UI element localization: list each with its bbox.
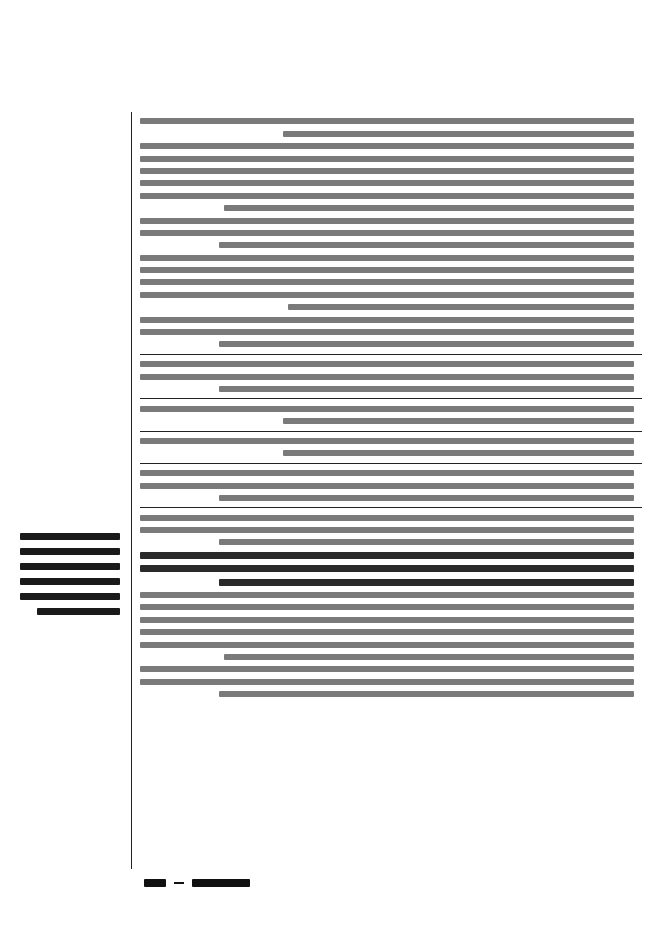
pull-quote-line-placeholder bbox=[20, 578, 120, 585]
section-rule bbox=[140, 463, 642, 464]
text-line-placeholder bbox=[219, 691, 634, 697]
text-line-placeholder bbox=[140, 317, 634, 323]
question-line-placeholder bbox=[140, 552, 634, 559]
text-line-placeholder bbox=[140, 515, 634, 521]
text-line-placeholder bbox=[140, 374, 634, 380]
text-line-placeholder bbox=[140, 193, 634, 199]
text-line-placeholder bbox=[224, 654, 634, 660]
text-line-placeholder bbox=[140, 292, 634, 298]
text-line-placeholder bbox=[140, 438, 634, 444]
paragraph bbox=[140, 406, 634, 424]
question-lines bbox=[140, 552, 634, 586]
text-line-placeholder bbox=[140, 156, 634, 162]
pull-quote-line-placeholder bbox=[20, 548, 120, 555]
main-text-column bbox=[131, 112, 634, 869]
section-rule bbox=[140, 507, 642, 508]
text-line-placeholder bbox=[140, 143, 634, 149]
text-line-placeholder bbox=[140, 527, 634, 533]
text-line-placeholder bbox=[219, 386, 634, 392]
section-rule bbox=[140, 354, 642, 355]
text-line-placeholder bbox=[140, 629, 634, 635]
text-line-placeholder bbox=[140, 118, 634, 124]
pull-quote-line-placeholder bbox=[20, 593, 120, 600]
paragraph bbox=[140, 361, 634, 392]
text-line-placeholder bbox=[140, 483, 634, 489]
text-line-placeholder bbox=[219, 495, 634, 501]
margin-pull-quote bbox=[20, 525, 120, 623]
text-line-placeholder bbox=[288, 304, 634, 310]
text-line-placeholder bbox=[140, 180, 634, 186]
paragraph bbox=[140, 666, 634, 697]
text-line-placeholder bbox=[140, 592, 634, 598]
text-line-placeholder bbox=[140, 361, 634, 367]
pull-quote-line-placeholder bbox=[20, 563, 120, 570]
text-line-placeholder bbox=[283, 131, 634, 137]
pull-quote-line-placeholder bbox=[20, 533, 120, 540]
question-line-placeholder bbox=[140, 565, 634, 572]
text-line-placeholder bbox=[140, 168, 634, 174]
text-line-placeholder bbox=[140, 230, 634, 236]
paragraph bbox=[140, 438, 634, 456]
paragraph bbox=[140, 143, 634, 211]
text-line-placeholder bbox=[140, 279, 634, 285]
paragraph bbox=[140, 592, 634, 660]
text-line-placeholder bbox=[140, 617, 634, 623]
text-line-placeholder bbox=[219, 242, 634, 248]
text-line-placeholder bbox=[140, 329, 634, 335]
text-line-placeholder bbox=[140, 666, 634, 672]
question-line-placeholder bbox=[219, 579, 634, 586]
section-rule bbox=[140, 398, 642, 399]
paragraph bbox=[140, 470, 634, 501]
text-line-placeholder bbox=[140, 679, 634, 685]
pull-quote-line-placeholder bbox=[37, 608, 120, 615]
text-line-placeholder bbox=[140, 218, 634, 224]
paragraph bbox=[140, 118, 634, 136]
paragraph bbox=[140, 218, 634, 249]
paragraph bbox=[140, 515, 634, 546]
text-line-placeholder bbox=[224, 205, 634, 211]
paragraph bbox=[140, 255, 634, 311]
text-line-placeholder bbox=[219, 341, 634, 347]
text-line-placeholder bbox=[140, 470, 634, 476]
page-number-placeholder bbox=[144, 879, 166, 887]
text-line-placeholder bbox=[140, 642, 634, 648]
page-footer bbox=[130, 874, 250, 892]
text-line-placeholder bbox=[140, 255, 634, 261]
text-line-placeholder bbox=[140, 604, 634, 610]
paragraph bbox=[140, 317, 634, 348]
journal-title-placeholder bbox=[192, 879, 250, 887]
footer-dash bbox=[174, 882, 184, 884]
section-rule bbox=[140, 431, 642, 432]
text-line-placeholder bbox=[140, 406, 634, 412]
text-line-placeholder bbox=[140, 267, 634, 273]
body-paragraphs bbox=[140, 118, 634, 545]
text-line-placeholder bbox=[219, 539, 634, 545]
text-line-placeholder bbox=[283, 418, 634, 424]
closing-paragraphs bbox=[140, 592, 634, 697]
text-line-placeholder bbox=[283, 450, 634, 456]
